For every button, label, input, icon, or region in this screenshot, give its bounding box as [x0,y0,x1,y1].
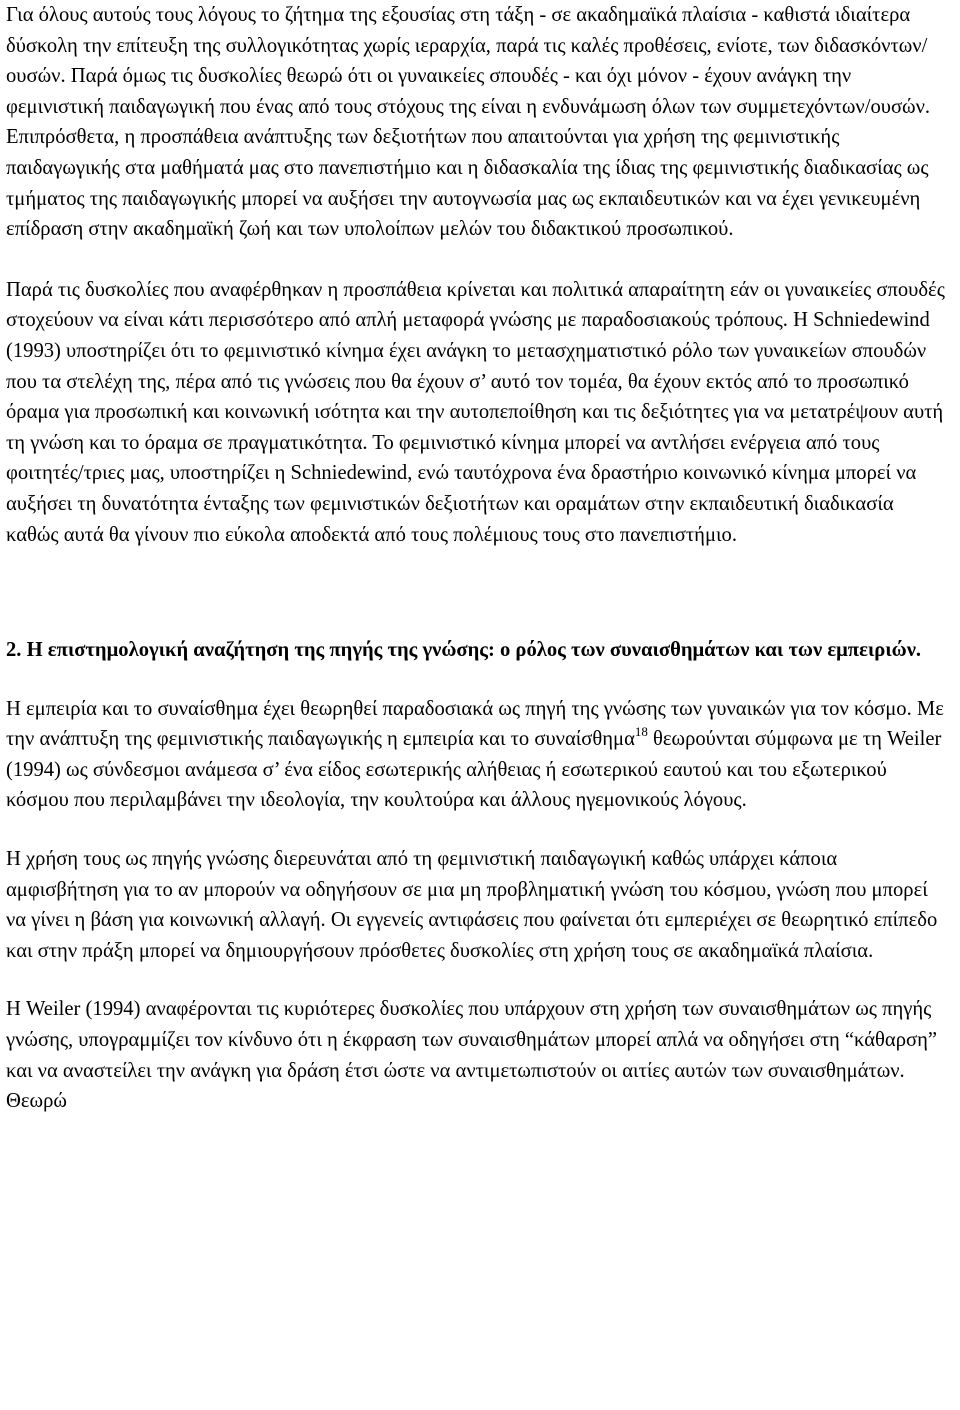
section-heading: 2. Η επιστημολογική αναζήτηση της πηγής της γνώσης: ο ρόλος των συναισθημάτων και των εμπειριών. [6,639,922,662]
paragraph: Η Weiler (1994) αναφέρονται τις κυριότερες δυσκολίες που υπάρχουν στη χρήση των συναισθημάτων ως πηγής γνώσης, υπογραμμίζει τον κίνδυνο ότι η έκφραση των συναισθημάτων μπορεί απλά να οδηγήσει στη “κάθαρση” και να αναστείλει την ανάγκη για δράση έτσι ώστε να αντιμετωπιστούν οι αιτίες αυτών των συναισθημάτων. Θεωρώ [6,998,937,1113]
paragraph [6,694,948,816]
paragraph-text: Η εμπειρία και το συναίσθημα έχει θεωρηθεί παραδοσιακά ως πηγή της γνώσης των γυναικών για τον κόσμο. Με την ανάπτυξη της φεμινιστικής παιδαγωγικής η εμπειρία και το συναίσθημα [6,697,944,751]
paragraph: Για όλους αυτούς τους λόγους το ζήτημα της εξουσίας στη τάξη - σε ακαδημαϊκά πλαίσια - καθιστά ιδιαίτερα δύσκολη την επίτευξη της συλλογικότητας χωρίς ιεραρχία, παρά τις καλές προθέσεις, ενίοτε, των διδασκόντων/ουσών. Παρά όμως τις δυσκολίες θεωρώ ότι οι γυναικείες σπουδές - και όχι μόνον - έχουν ανάγκη την φεμινιστική παιδαγωγική που ένας από τους στόχους της είναι η ενδυνάμωση όλων των συμμετεχόντων/ουσών. Επιπρόσθετα, η προσπάθεια ανάπτυξης των δεξιοτήτων που απαιτούνται για χρήση της φεμινιστικής παιδαγωγικής στα μαθήματά μας στο πανεπιστήμιο και η διδασκαλία της ίδιας της φεμινιστικής διαδικασίας ως τμήματος της παιδαγωγικής μπορεί να αυξήσει την αυτογνωσία μας ως εκπαιδευτικών και να έχει γενικευμένη επίδραση στην ακαδημαϊκή ζωή και των υπολοίπων μελών του διδακτικού προσωπικού. [6,4,931,241]
paragraph: Παρά τις δυσκολίες που αναφέρθηκαν η προσπάθεια κρίνεται και πολιτικά απαραίτητη εάν οι γυναικείες σπουδές στοχεύουν να είναι κάτι περισσότερο από απλή μεταφορά γνώσης με παραδοσιακούς τρόπους. Η Schniedewind (1993) υποστηρίζει ότι το φεμινιστικό κίνημα έχει ανάγκη το μετασχηματιστικό ρόλο των γυναικείων σπουδών που τα στελέχη της, πέρα από τις γνώσεις που θα έχουν σ’ αυτό τον τομέα, θα έχουν εκτός από το προσωπικό όραμα για προσωπική και κοινωνική ισότητα και την αυτοπεποίθηση και τις δεξιότητες για να μετατρέψουν αυτή τη γνώση και το όραμα σε πραγματικότητα. Το φεμινιστικό κίνημα μπορεί να αντλήσει ενέργεια από τους φοιτητές/τριες μας, υποστηρίζει η Schniedewind, ενώ ταυτόχρονα ένα δραστήριο κοινωνικό κίνημα μπορεί να αυξήσει τη δυνατότητα ένταξης των φεμινιστικών δεξιοτήτων και οραμάτων στην εκπαιδευτική διαδικασία καθώς αυτά θα γίνουν πιο εύκολα αποδεκτά από τους πολέμιους τους στο πανεπιστήμιο. [6,278,945,546]
footnote-reference[interactable]: 18 [634,724,648,740]
paragraph-text: θεωρούνται σύμφωνα με τη Weiler (1994) ως σύνδεσμοι ανάμεσα σ’ ένα είδος εσωτερικής αλήθειας ή εσωτερικού εαυτού και του εξωτερικού κόσμου που περιλαμβάνει την ιδεολογία, την κουλτούρα και άλλους ηγεμονικούς λόγους. [6,728,942,812]
paragraph: Η χρήση τους ως πηγής γνώσης διερευνάται από τη φεμινιστική παιδαγωγική καθώς υπάρχει κάποια αμφισβήτηση για το αν μπορούν να οδηγήσουν σε μια μη προβληματική γνώση του κόσμου, γνώση που μπορεί να γίνει η βάση για κοινωνική αλλαγή. Οι εγγενείς αντιφάσεις που φαίνεται ότι εμπεριέχει σε θεωρητικό επίπεδο και στην πράξη μπορεί να δημιουργήσουν πρόσθετες δυσκολίες στη χρήση τους σε ακαδημαϊκά πλαίσια. [6,848,938,962]
